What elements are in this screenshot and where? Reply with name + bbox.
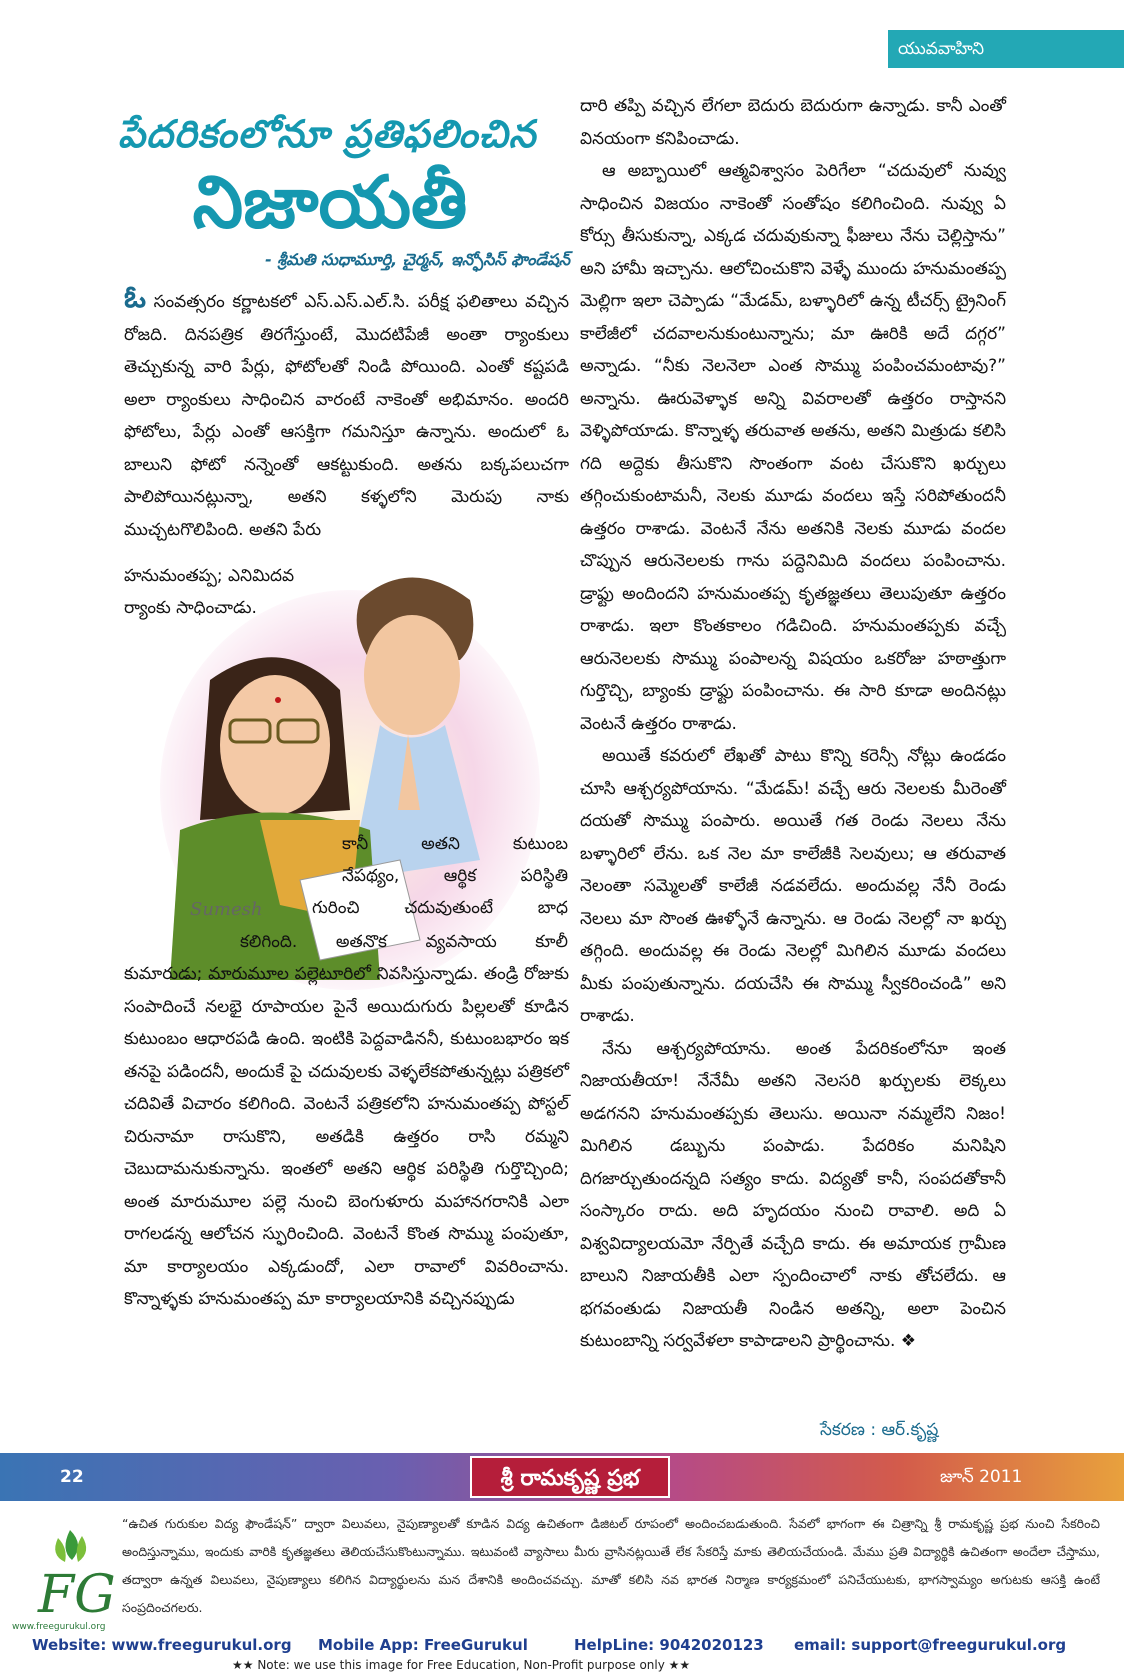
right-column — [580, 90, 1006, 1358]
website-link[interactable]: Website: www.freegurukul.org — [32, 1636, 292, 1654]
left-column-top — [124, 282, 569, 546]
magazine-name: శ్రీ రామకృష్ణ ప్రభ — [470, 1456, 670, 1498]
article-byline: - శ్రీమతి సుధామూర్తి, చైర్మన్, ఇన్ఫోసిస్ ఫౌండేషన్ — [265, 250, 570, 269]
email-link[interactable]: email: support@freegurukul.org — [794, 1636, 1067, 1654]
issue-date: జూన్ 2011 — [940, 1467, 1023, 1487]
article-title-main: నిజాయతీ — [192, 160, 468, 244]
helpline: HelpLine: 9042020123 — [574, 1636, 764, 1654]
left-column-bottom: కుమారుడు; మారుమూల పల్లెటూరిలో నివసిస్తున్నాడు. తండ్రి రోజుకు సంపాదించే నలభై రూపాయల పైనే అయిదుగురు పిల్లలతో కూడిన కుటుంబం ఆధారపడి ఉంది. ఇంటికి పెద్దవాడిననీ, కుటుంబభారం ఇక తనపై పడిందనీ, అందుకే పై చదువులకు వెళ్ళలేకపోతున్నట్లు పత్రికలో చదివితే విచారం కలిగింది. వెంటనే పత్రికలోని హనుమంతప్ప పోస్టల్ చిరునామా రాసుకొని, అతడికి ఉత్తరం రాసి రమ్మని చెబుదామనుకున్నాను. ఇంతలో అతని ఆర్థిక పరిస్థితి గుర్తొచ్చింది; అంత మారుమూల పల్లె నుంచి బెంగుళూరు మహానగరానికి ఎలా రాగలడన్న ఆలోచన స్ఫురించింది. వెంటనే కొంత సొమ్ము పంపుతూ, మా కార్యాలయం ఎక్కడుందో, ఎలా రావాలో వివరించాను. కొన్నాళ్ళకు హనుమంతప్ప మా కార్యాలయానికి వచ్చినప్పుడు — [124, 964, 569, 1309]
mobile-app: Mobile App: FreeGurukul — [318, 1636, 528, 1654]
logo-letters: FG — [38, 1565, 116, 1620]
illus-line-2: నేపథ్యం, ఆర్థిక పరిస్థితి — [342, 866, 568, 886]
drop-cap: ఓ — [124, 280, 146, 315]
left-short-line-1: హనుమంతప్ప; ఎనిమిదవ — [124, 566, 295, 586]
freegurukul-site-small: www.freegurukul.org — [12, 1622, 106, 1632]
right-paragraph-2: ఆ అబ్బాయిలో ఆత్మవిశ్వాసం పెరిగేలా “చదువులో నువ్వు సాధించిన విజయం నాకెంతో సంతోషం కలిగించింది. నువ్వు ఏ కోర్సు తీసుకున్నా, ఎక్కడ చదువుకున్నా ఫీజులు నేను చెల్లిస్తాను” అని హామీ ఇచ్చాను. ఆలోచించుకొని వెళ్ళే ముందు హనుమంతప్ప మెల్లిగా ఇలా చెప్పాడు “మేడమ్, బళ్ళారిలో ఉన్న టీచర్స్ ట్రైనింగ్ కాలేజీలో చదవాలనుకుంటున్నాను; మా ఊరికి అదే దగ్గర” అన్నాడు. “నీకు నెలనెలా ఎంత సొమ్ము పంపించమంటావు?” అన్నాను. ఊరువెళ్ళాక అన్ని వివరాలతో ఉత్తరం రాస్తానని వెళ్ళిపోయాడు. కొన్నాళ్ళ తరువాత అతను, అతని మిత్రుడు కలిసి గది అద్దెకు తీసుకొని సొంతంగా వంట చేసుకొని ఖర్చులు తగ్గించుకుంటామనీ, నెలకు మూడు వందలు ఇస్తే సరిపోతుందనీ ఉత్తరం రాశాడు. వెంటనే నేను అతనికి నెలకు మూడు వందల చొప్పున ఆరునెలలకు గాను పద్దెనిమిది వందలు పంపించాను. డ్రాఫ్టు అందిందని హనుమంతప్ప కృతజ్ఞతలు తెలుపుతూ ఉత్తరం రాశాడు. ఇలా కొంతకాలం గడిచింది. హనుమంతప్పకు వచ్చే ఆరునెలలకు సొమ్ము పంపాలన్న విషయం ఒకరోజు హఠాత్తుగా గుర్తొచ్చి, బ్యాంకు డ్రాఫ్టు పంపించాను. ఈ సారి కూడా అందినట్లు వెంటనే ఉత్తరం రాశాడు. — [580, 161, 1006, 734]
right-paragraph-1: దారి తప్పి వచ్చిన లేగలా బెదురు బెదురుగా ఉన్నాడు. కానీ ఎంతో వినయంగా కనిపించాడు. — [580, 96, 1006, 149]
right-paragraph-4: నేను ఆశ్చర్యపోయాను. అంత పేదరికంలోనూ ఇంత నిజాయతీయా! నేనేమీ అతని నెలసరి ఖర్చులకు లెక్కలు అడగనని హనుమంతప్పకు తెలుసు. అయినా నమ్మలేని నిజం! మిగిలిన డబ్బును పంపాడు. పేదరికం మనిషిని దిగజార్చుతుందన్నది సత్యం కాదు. విద్యతో కానీ, సంపదతోకానీ సంస్కారం రాదు. అది హృదయం నుంచి రావాలి. అది ఏ విశ్వవిద్యాలయమో నేర్పితే వచ్చేది కాదు. ఈ అమాయక గ్రామీణ బాలుని నిజాయతీకి ఎలా స్పందించాలో నాకు తోచలేదు. ఆ భగవంతుడు నిజాయతీ నిండిన అతన్ని, అలా పెంచిన కుటుంబాన్ని సర్వవేళలా కాపాడాలని ప్రార్థించాను. ❖ — [580, 1038, 1006, 1351]
page-number: 22 — [60, 1467, 84, 1487]
illus-line-1: కానీ అతని కుటుంబ — [342, 834, 568, 854]
footer-note: ★★ Note: we use this image for Free Education, Non-Profit purpose only ★★ — [232, 1658, 691, 1672]
freegurukul-logo — [30, 1520, 118, 1620]
right-paragraph-3: అయితే కవరులో లేఖతో పాటు కొన్ని కరెన్సీ నోట్లు ఉండడం చూసి ఆశ్చర్యపోయాను. “మేడమ్! వచ్చే ఆరు నెలలకు మీరెంతో దయతో సొమ్ము పంపారు. అయితే గత రెండు నెలలు నేను బళ్ళారిలో లేను. ఒక నెల మా కాలేజీకి సెలవులు; ఆ తరువాత నెలంతా సమ్మెలతో కాలేజీ నడవలేదు. అందువల్ల నేనీ రెండు నెలలు మా సొంత ఊళ్ళోనే ఉన్నాను. ఆ రెండు నెలల్లో నా ఖర్చు తగ్గింది. అందువల్ల ఈ రెండు నెలల్లో మిగిలిన మూడు వందలు మీకు పంపుతున్నాను. దయచేసి ఈ సొమ్ము స్వీకరించండి” అని రాశాడు. — [580, 746, 1006, 1026]
artist-signature: Sumesh — [190, 899, 263, 920]
left-top-text: సంవత్సరం కర్ణాటకలో ఎస్.ఎస్.ఎల్.సి. పరీక్ష ఫలితాలు వచ్చిన రోజది. దినపత్రిక తిరగేస్తుంటే, మొదటిపేజీ అంతా ర్యాంకులు తెచ్చుకున్న వారి పేర్లు, ఫోటోలతో నిండి పోయింది. ఎంతో కష్టపడి అలా ర్యాంకులు సాధించిన వారంటే నాకెంతో అభిమానం. అందరి ఫోటోలు, పేర్లు ఎంతో ఆసక్తిగా గమనిస్తూ ఉన్నాను. అందులో ఓ బాలుని ఫోటో నన్నెంతో ఆకట్టుకుంది. అతను బక్కపలుచగా పాలిపోయినట్లున్నా, అతని కళ్ళలోని మెరుపు నాకు ముచ్చటగొలిపింది. అతని పేరు — [124, 292, 570, 540]
section-tab: యువవాహిని — [888, 30, 1124, 68]
illus-line-3: గురించి చదువుతుంటే బాధ — [312, 898, 568, 918]
article-credit: సేకరణ : ఆర్.కృష్ణ — [820, 1420, 939, 1440]
freegurukul-text: “ఉచిత గురుకుల విద్య ఫౌండేషన్” ద్వారా విలువలు, నైపుణ్యాలతో కూడిన విద్య ఉచితంగా డిజిటల్ రూపంలో అందించబడుతుంది. సేవలో భాగంగా ఈ చిత్రాన్ని శ్రీ రామకృష్ణ ప్రభ నుంచి సేకరించి అందిస్తున్నాము, ఇందుకు వారికి కృతజ్ఞతలు తెలియచేసుకొంటున్నాము. ఇటువంటి వ్యాసాలు మీరు వ్రాసినట్లయితే లేక సేకరిస్తే మాకు తెలియచేయండి. మేము ప్రతి విద్యార్థికి ఉచితంగా అందేలా చేస్తాము, తద్వారా ఉన్నత విలువలు, నైపుణ్యాలు కలిగిన విద్యార్థులను మన దేశానికి అందించవచ్చు. మాతో కలిసి నవ భారత నిర్మాణ కార్యక్రమంలో పనిచేయుటకు, భాగస్వామ్యం అగుటకు ఆసక్తి ఉంటే సంప్రదించగలరు. — [122, 1516, 1100, 1615]
article-title-line1: పేదరికంలోనూ ప్రతిఫలించిన — [118, 112, 537, 156]
left-short-line-2: ర్యాంకు సాధించాడు. — [124, 598, 257, 618]
illus-line-4: కలిగింది. అతనొక వ్యవసాయ కూలీ — [240, 932, 568, 952]
